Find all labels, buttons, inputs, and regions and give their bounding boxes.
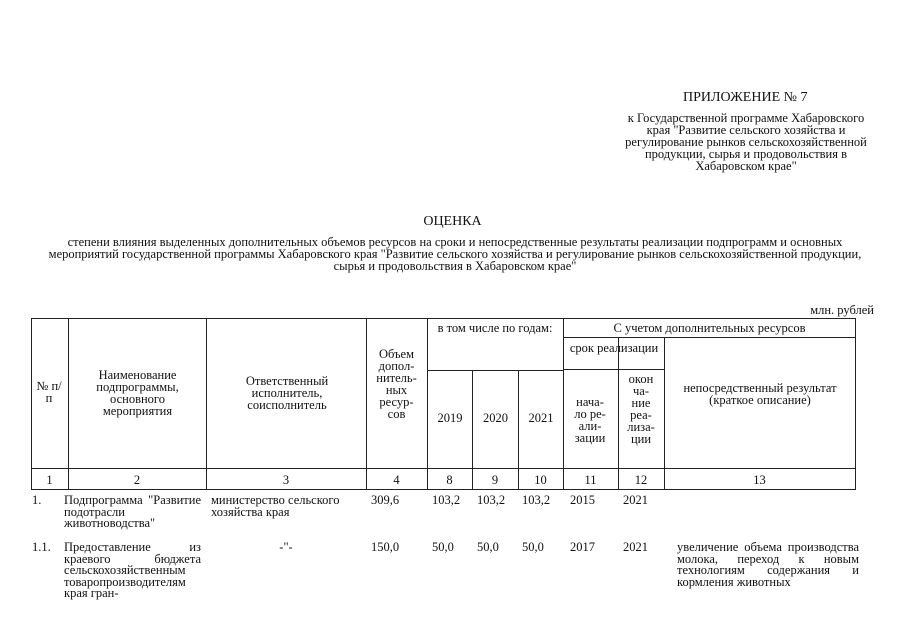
header-name: Наименование подпрограммы, основного мероприятия xyxy=(96,368,179,418)
row-executor: -"- xyxy=(279,540,293,554)
document-title: ОЦЕНКА xyxy=(423,214,482,229)
column-number: 11 xyxy=(584,473,597,487)
header-num: № п/п xyxy=(36,379,62,405)
row-2019: 50,0 xyxy=(432,540,454,554)
row-2020: 50,0 xyxy=(477,540,499,554)
header-with-additional: С учетом дополнительных ресурсов xyxy=(613,321,806,335)
appendix-title: ПРИЛОЖЕНИЕ № 7 xyxy=(683,90,808,105)
row-2020: 103,2 xyxy=(477,493,506,507)
column-number: 10 xyxy=(534,473,547,487)
header-result: непосредственный результат (краткое описание) xyxy=(683,381,837,407)
row-2019: 103,2 xyxy=(432,493,461,507)
header-executor: Ответственный исполнитель, соисполнитель xyxy=(245,374,329,412)
row-executor: министерство сельского хозяйства края xyxy=(211,493,340,519)
units-label: млн. рублей xyxy=(810,303,874,317)
header-volume: Объем допол- нитель- ных ресур- сов xyxy=(376,347,417,421)
column-number: 12 xyxy=(634,473,648,487)
row-num: 1.1. xyxy=(32,540,51,554)
document-subtitle: степени влияния выделенных дополнительных объемов ресурсов на сроки и непосредственные результаты реализации подпрограмм и основных мероприятий государственной программы Хабаровского края "Развитие сельского хозяйства и регулирование рынков сельскохозяйственной продукции, сырья и продовольствия в Хабаровском крае" xyxy=(48,235,862,273)
row-result: увеличение объема производства молока, переход к новым технологиям содержания и кормления животных xyxy=(677,540,859,589)
row-2021: 103,2 xyxy=(522,493,551,507)
header-end: окон ча- ние реа- лиза- ции xyxy=(627,372,655,446)
header-year-2020: 2020 xyxy=(483,411,508,425)
column-number: 13 xyxy=(753,473,766,487)
row-name: Предоставление из краевого бюджета сельскохозяйственным товаропроизводителям края гран- xyxy=(64,540,201,600)
row-name: Подпрограмма "Развитие подотрасли животноводства" xyxy=(64,493,201,530)
row-start: 2015 xyxy=(570,493,595,507)
column-number: 9 xyxy=(491,473,499,487)
header-year-2021: 2021 xyxy=(528,411,554,425)
row-end: 2021 xyxy=(623,540,648,554)
column-number: 2 xyxy=(133,473,141,487)
row-volume: 309,6 xyxy=(371,493,400,507)
column-number: 4 xyxy=(393,473,400,487)
column-number: 8 xyxy=(446,473,453,487)
appendix-reference: к Государственной программе Хабаровского края "Развитие сельского хозяйства и регулирование рынков сельскохозяйственной продукции, сырья и продовольствия в Хабаровском крае" xyxy=(625,111,867,173)
column-number: 1 xyxy=(46,473,53,487)
row-2021: 50,0 xyxy=(522,540,544,554)
row-volume: 150,0 xyxy=(371,540,400,554)
header-start: нача- ло ре- али- зации xyxy=(574,395,606,445)
row-start: 2017 xyxy=(570,540,595,554)
row-end: 2021 xyxy=(623,493,648,507)
header-term: срок реализации xyxy=(569,341,659,355)
header-by-years: в том числе по годам: xyxy=(437,321,553,335)
column-number: 3 xyxy=(282,473,290,487)
row-num: 1. xyxy=(32,493,42,507)
header-year-2019: 2019 xyxy=(437,411,463,425)
